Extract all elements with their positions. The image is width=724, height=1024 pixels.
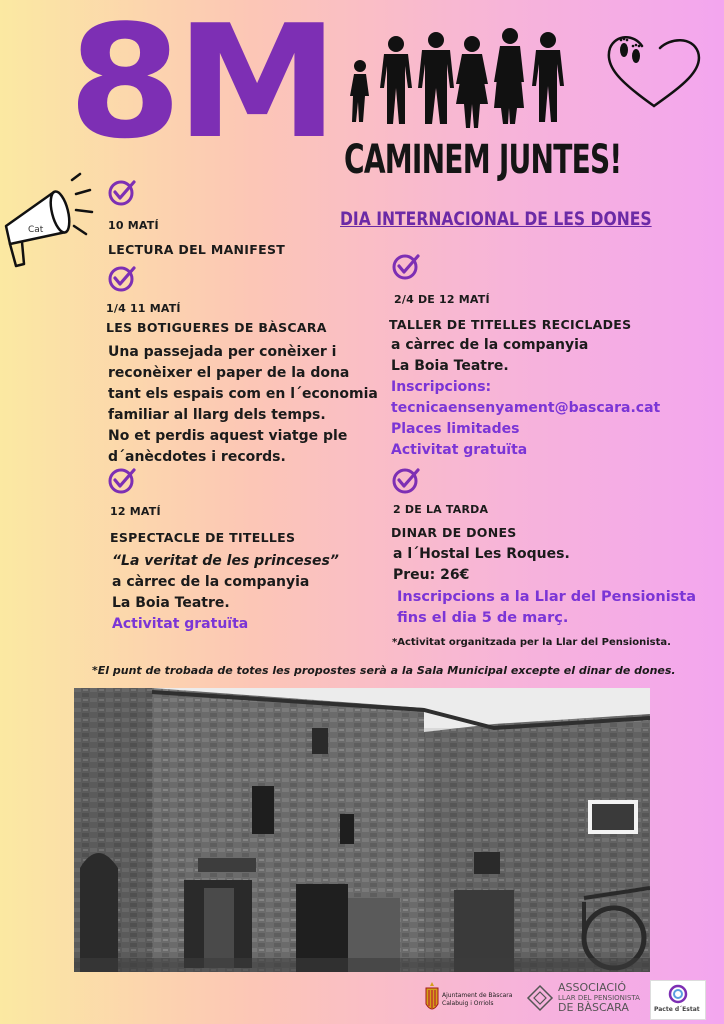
description-line: La Boia Teatre. — [391, 358, 509, 374]
associacio-line: ASSOCIACIÓ — [558, 981, 626, 994]
pacte-estat-label: Pacte d´Estat — [654, 1006, 700, 1013]
check-icon — [390, 252, 420, 282]
village-photo — [74, 688, 650, 972]
check-icon — [390, 466, 420, 496]
description-line: a l´Hostal Les Roques. — [393, 546, 570, 562]
free-activity-label: Activitat gratuïta — [112, 616, 249, 632]
event-time: 2/4 DE 12 MATÍ — [394, 293, 490, 306]
inscriptions-label: Inscripcions: — [391, 379, 492, 395]
inscriptions-line: fins el dia 5 de març. — [397, 610, 569, 626]
limited-places-label: Places limitades — [391, 421, 520, 437]
description-line: a càrrec de la companyia — [112, 574, 310, 590]
ajuntament-line: Calabuig i Orriols — [442, 1000, 494, 1007]
check-icon — [106, 264, 136, 294]
event-title: DINAR DE DONES — [391, 525, 517, 540]
check-icon — [106, 466, 136, 496]
associacio-logo-mark — [526, 984, 554, 1012]
event-description — [108, 342, 378, 468]
event-time: 2 DE LA TARDA — [393, 503, 489, 516]
organizer-note: *Activitat organitzada per la Llar del Pensionista. — [392, 637, 671, 648]
megaphone-icon — [0, 170, 96, 278]
megaphone-label: Cat — [28, 225, 44, 235]
event-title: ESPECTACLE DE TITELLES — [110, 530, 296, 545]
description-line: Preu: 26€ — [393, 567, 470, 583]
contact-email: tecnicaensenyament@bascara.cat — [391, 400, 661, 416]
event-description — [112, 551, 339, 635]
heart-footprints-icon — [600, 26, 708, 112]
big-title: 8M — [68, 0, 333, 173]
event-description — [393, 544, 570, 586]
associacio-logo — [558, 982, 640, 1014]
event-time: 1/4 11 MATÍ — [106, 302, 181, 315]
description-line: Una passejada per conèixer i — [108, 344, 337, 360]
meeting-point-footnote: *El punt de trobada de totes les propostes serà a la Sala Municipal excepte el dinar de dones. — [92, 664, 676, 677]
ajuntament-logo — [442, 992, 512, 1008]
pacte-estat-logo — [650, 980, 706, 1020]
description-line: La Boia Teatre. — [112, 595, 230, 611]
description-line: d´anècdotes i records. — [108, 449, 286, 465]
event-title: LECTURA DEL MANIFEST — [108, 242, 286, 257]
event-time: 10 MATÍ — [108, 219, 159, 232]
subtitle: DIA INTERNACIONAL DE LES DONES — [340, 208, 652, 230]
description-line: No et perdis aquest viatge ple — [108, 428, 348, 444]
associacio-line: LLAR DEL PENSIONISTA — [558, 994, 640, 1002]
event-time: 12 MATÍ — [110, 505, 161, 518]
event-title: TALLER DE TITELLES RECICLADES — [389, 317, 632, 332]
event-quote: “La veritat de les princeses” — [112, 553, 339, 569]
free-activity-label: Activitat gratuïta — [391, 442, 528, 458]
silhouettes-icon — [344, 22, 574, 130]
description-line: reconèixer el paper de la dona — [108, 365, 350, 381]
headline: CAMINEM JUNTES! — [344, 137, 622, 183]
event-description — [391, 335, 660, 461]
ajuntament-line: Ajuntament de Bàscara — [442, 992, 513, 999]
crest-icon — [424, 982, 440, 1016]
pacte-estat-icon — [667, 984, 689, 1004]
check-icon — [106, 178, 136, 208]
inscriptions-note — [397, 587, 696, 629]
inscriptions-line: Inscripcions a la Llar del Pensionista — [397, 589, 697, 605]
description-line: a càrrec de la companyia — [391, 337, 589, 353]
event-title: LES BOTIGUERES DE BÀSCARA — [106, 320, 327, 335]
associacio-line: DE BÀSCARA — [558, 1001, 629, 1014]
description-line: familiar al llarg dels temps. — [108, 407, 326, 423]
description-line: tant els espais com en l´economia — [108, 386, 378, 402]
